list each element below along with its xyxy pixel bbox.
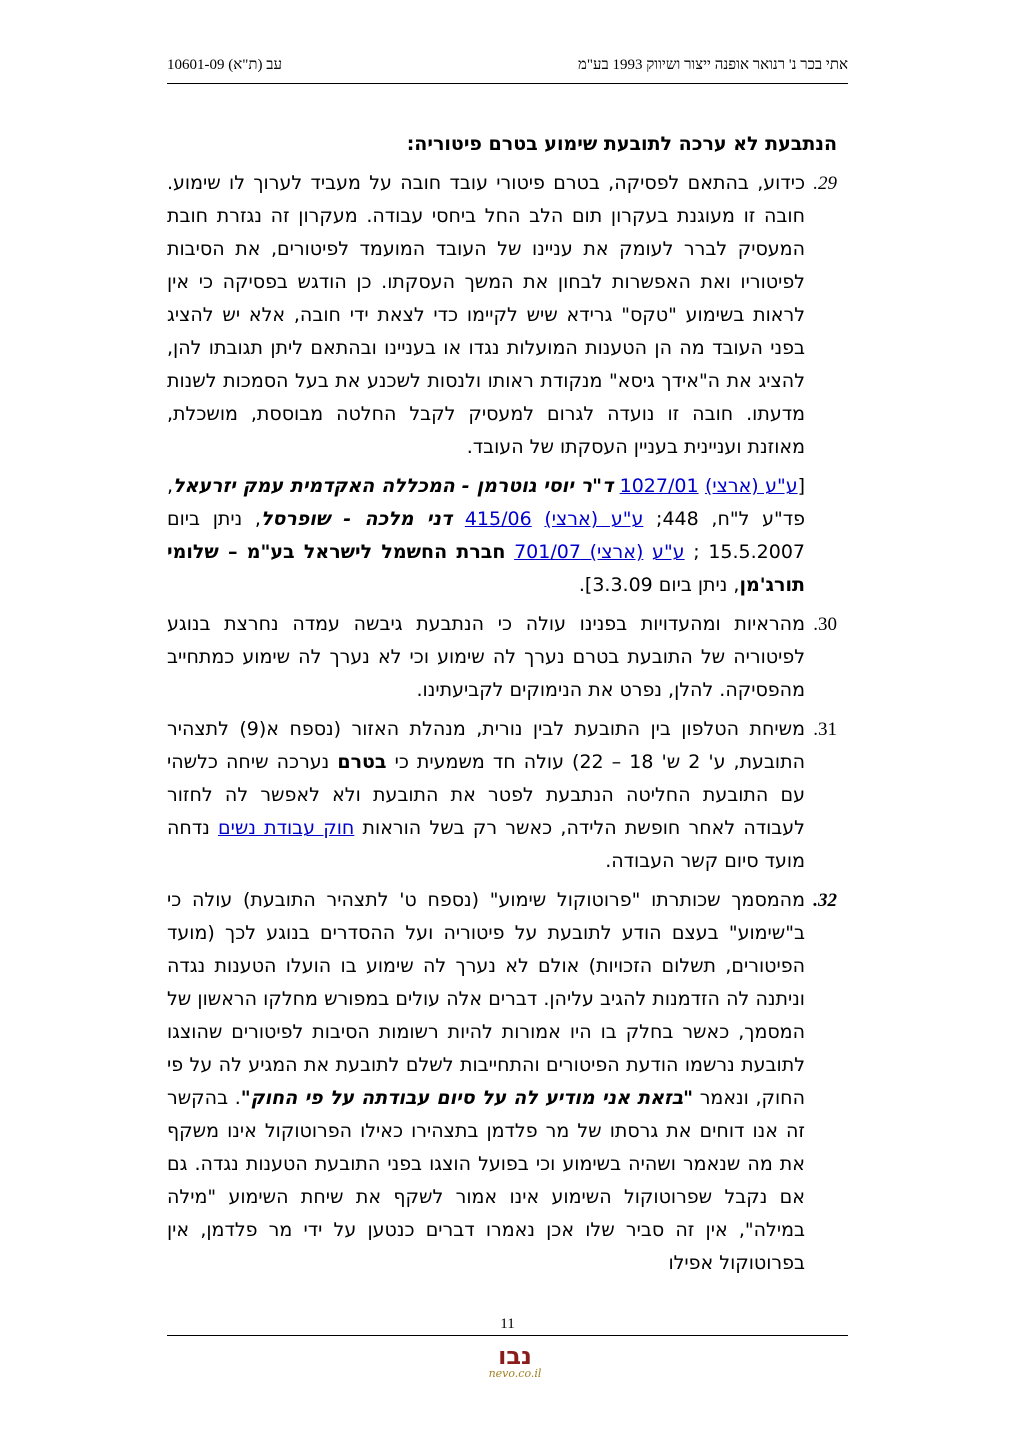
emphasis-before: בטרם: [337, 751, 387, 773]
womens-employment-law-link[interactable]: חוק עבודת נשים: [218, 817, 355, 839]
paragraph-number: 30.: [813, 614, 837, 635]
paragraph-number: 29.: [813, 173, 837, 194]
paragraph-text-end: . בהקשר זה אנו דוחים את גרסתו של מר פלדמן בתצהירו כאילו הפרוטוקול אינו משקף את מה שנאמר ושהיה בשימוע וכי בפועל הוצגו בפני התובעת הטענות נגדה. גם אם נקבל שפרוטוקול השימוע אינו אמור לשקף את שיחת השימוע "מילה במילה", אין זה סביר שלו אכן נאמרו דברים כנטען על ידי מר פלדמן, אין בפרוטוקול אפילו: [167, 1087, 805, 1274]
paragraph-text-end: נדחה מועד סיום קשר העבודה.: [167, 817, 805, 872]
nevo-logo: [467, 1340, 563, 1380]
document-body: [167, 128, 837, 1286]
citation-link-3-number[interactable]: (ארצי) 701/07: [514, 541, 644, 563]
citation-ref-1: , פד"ע ל"ח, 448;: [167, 475, 805, 530]
paragraph-text-start: מהמסמך שכותרתו "פרוטוקול שימוע" (נספח ט' לתצהיר התובעת) עולה כי ב"שימוע" בעצם הודע לתובעת על פיטוריה ועל ההסדרים בנוגע לכך (מועד הפיטורים, תשלום הזכויות) אולם לא נערך לה שימוע בו הועלו הטענות נגדה וניתנה לה הזדמנות להגיב עליהן. דברים אלה עולים במפורש מחלקו הראשון של המסמך, כאשר בחלק בו היו אמורות להיות רשומות הסיבות לפיטורים שהוצגו לתובעת נרשמו הודעת הפיטורים והתחייבות לשלם לתובעת את המגיע לה על פי החוק, ונאמר: [167, 889, 805, 1109]
paragraph-text-middle: נערכה שיחה כלשהי עם התובעת החליטה הנתבעת לפטר את התובעת ולא לאפשר לה לחזור לעבודה לאחר חופשת הלידה, כאשר רק בשל הוראות: [167, 751, 805, 839]
paragraph-number: 31.: [813, 719, 837, 740]
paragraph-text: מהראיות ומהעדויות בפנינו עולה כי הנתבעת גיבשה עמדה נחרצת בנוגע לפיטוריה של התובעת בטרם נערך לה שימוע וכי לא נערך לה שימוע כמתחייב מהפסיקה. להלן, נפרט את הנימוקים לקביעתינו.: [167, 613, 805, 701]
paragraph-29: [167, 167, 837, 464]
citation-bracket: [: [797, 475, 806, 497]
citation-link-2-court[interactable]: ע"ע (ארצי): [544, 508, 644, 530]
citation-case-3: חברת החשמל לישראל בע"מ – שלומי תורג'מן: [167, 541, 805, 596]
footer-divider: [167, 1335, 848, 1336]
dismissal-quote: "בזאת אני מודיע לה על סיום עבודתה על פי החוק": [240, 1087, 694, 1109]
header-case-title: אתי בכר נ' רנואר אופנה ייצור ושיווק 1993 בע"מ: [577, 57, 848, 73]
paragraph-31: [167, 713, 837, 878]
citation-ref-2: , ניתן ביום 15.5.2007 ;: [167, 508, 806, 563]
citation-link-2-number[interactable]: 415/06: [464, 508, 532, 530]
header-divider: [167, 83, 848, 84]
paragraph-text-start: משיחת הטלפון בין התובעת לבין נורית, מנהלת האזור (נספח א(9) לתצהיר התובעת, ע' 2 ש' 18 – 22) עולה חד משמעית כי: [167, 718, 806, 773]
citation-link-3-court[interactable]: ע"ע: [652, 541, 685, 563]
logo-domain: nevo.co.il: [488, 1367, 542, 1380]
paragraph-text: כידוע, בהתאם לפסיקה, בטרם פיטורי עובד חובה על מעביד לערוך לו שימוע. חובה זו מעוגנת בעקרון תום הלב החל ביחסי עבודה. מעקרון זה נגזרת חובת המעסיק לברר לעומק את עניינו של העובד המועמד לפיטורים, את הסיבות לפיטוריו ואת האפשרות לבחון את המשך העסקתו. כן הודגש בפסיקה כי אין לראות בשימוע "טקס" גרידא שיש לקיימו כדי לצאת ידי חובה, אלא יש להציג בפני העובד מה הן הטענות המועלות נגדו או בעניינו ובהתאם ליתן תגובתו להן, להציג את ה"אידך גיסא" מנקודת ראותו ולנסות לשכנע את בעל הסמכות לשנות מדעתו. חובה זו נועדה לגרום למעסיק לקבל החלטה מבוססת, מושכלת, מאוזנת ועניינית בעניין העסקתו של העובד.: [167, 172, 805, 458]
citation-case-1: ד"ר יוסי גוטרמן - המכללה האקדמית עמק יזרעאל: [173, 475, 614, 497]
page-number: 11: [500, 1316, 515, 1332]
citation-ref-3: , ניתן ביום 3.3.09].: [578, 574, 740, 596]
paragraph-32: [167, 884, 837, 1280]
logo-wordmark: נבו: [498, 1342, 532, 1370]
citation-link-1-court[interactable]: ע"ע (ארצי): [704, 475, 798, 497]
case-citations: [167, 470, 837, 602]
running-header: [167, 57, 848, 74]
header-case-number: עב (ת"א) 10601-09: [167, 57, 282, 73]
paragraph-30: [167, 608, 837, 707]
paragraph-number: 32.: [813, 890, 837, 911]
citation-case-2: דני מלכה - שופרסל: [260, 508, 453, 530]
citation-link-1-number[interactable]: 1027/01: [619, 475, 699, 497]
section-title: הנתבעת לא ערכה לתובעת שימוע בטרם פיטוריה:: [406, 133, 837, 155]
